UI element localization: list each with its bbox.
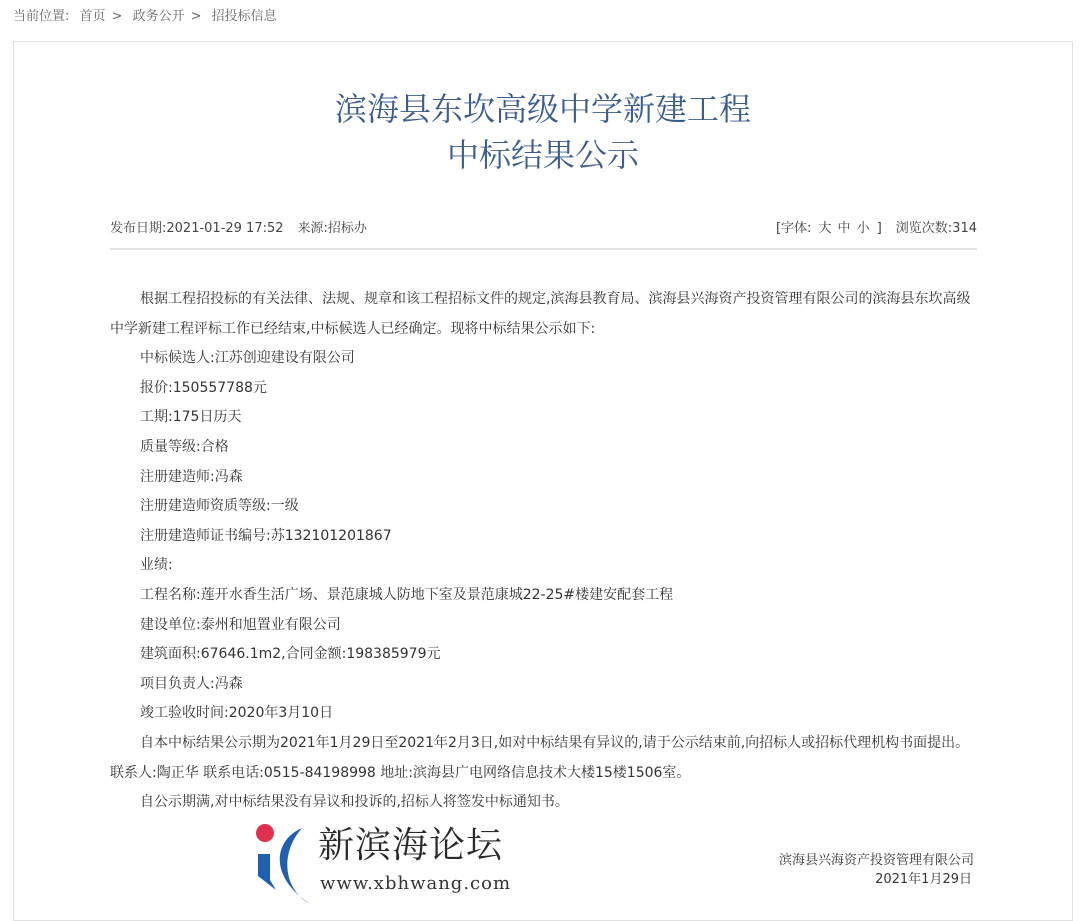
article-body	[110, 285, 978, 818]
paragraph: 建设单位:泰州和旭置业有限公司	[140, 616, 341, 633]
publish-date: 发布日期:2021-01-29 17:52	[110, 221, 284, 236]
paragraph: 自公示期满,对中标结果没有异议和投诉的,招标人将签发中标通知书。	[140, 794, 569, 811]
page-title	[0, 86, 1080, 178]
source: 来源:招标办	[297, 221, 367, 236]
font-large-link[interactable]: 大	[818, 221, 832, 236]
paragraph: 质量等级:合格	[140, 438, 229, 455]
title-line-2: 中标结果公示	[446, 136, 639, 174]
paragraph: 建筑面积:67646.1m2,合同金额:198385979元	[140, 646, 441, 663]
font-small-link[interactable]: 小	[856, 221, 870, 236]
paragraph: 工程名称:莲开水香生活广场、景范康城人防地下室及景范康城22-25#楼建安配套工程	[140, 586, 674, 603]
paragraph: 工期:175日历天	[140, 409, 242, 426]
paragraph: 自本中标结果公示期为2021年1月29日至2021年2月3日,如对中标结果有异议的,请于公示结束前,向招标人或招标代理机构书面提出。联系人:陶正华 联系电话:0515-84198998 地址:滨海县广电网络信息技术大楼15楼1506室。	[110, 734, 970, 781]
paragraph: 竣工验收时间:2020年3月10日	[140, 705, 334, 722]
font-close: ]	[876, 221, 882, 236]
breadcrumb-gov[interactable]: 政务公开	[132, 9, 185, 24]
paragraph: 业绩:	[140, 557, 173, 574]
paragraph: 项目负责人:冯森	[140, 675, 243, 692]
watermark-url: www.xbhwang.com	[320, 873, 512, 894]
breadcrumb-separator: >	[111, 9, 123, 24]
breadcrumb-bidding[interactable]: 招投标信息	[211, 9, 277, 24]
signature	[779, 851, 974, 889]
breadcrumb-label: 当前位置:	[13, 9, 70, 24]
font-size-control	[776, 221, 882, 236]
font-medium-link[interactable]: 中	[837, 221, 851, 236]
paragraph: 报价:150557788元	[140, 379, 267, 396]
article-meta	[110, 217, 977, 250]
paragraph: 根据工程招投标的有关法律、法规、规章和该工程招标文件的规定,滨海县教育局、滨海县兴海资产投资管理有限公司的滨海县东坎高级中学新建工程评标工作已经结束,中标候选人已经确定。现将中标结果公示如下:	[110, 291, 971, 337]
paragraph: 注册建造师:冯森	[140, 468, 243, 485]
paragraph: 注册建造师资质等级:一级	[140, 498, 299, 515]
breadcrumb-home[interactable]: 首页	[79, 9, 106, 24]
watermark-logo	[250, 824, 570, 904]
breadcrumb	[13, 5, 283, 24]
signature-date: 2021年1月29日	[875, 872, 972, 887]
font-label: [字体:	[775, 221, 812, 236]
paragraph: 中标候选人:江苏创迎建设有限公司	[140, 350, 355, 367]
watermark-name: 新滨海论坛	[318, 825, 504, 866]
paragraph: 注册建造师证书编号:苏132101201867	[140, 527, 392, 544]
signature-org: 滨海县兴海资产投资管理有限公司	[778, 853, 974, 868]
breadcrumb-separator: >	[190, 9, 202, 24]
logo-swoosh-icon	[250, 828, 316, 904]
title-line-1: 滨海县东坎高级中学新建工程	[334, 90, 751, 128]
view-count: 浏览次数:314	[895, 221, 977, 236]
